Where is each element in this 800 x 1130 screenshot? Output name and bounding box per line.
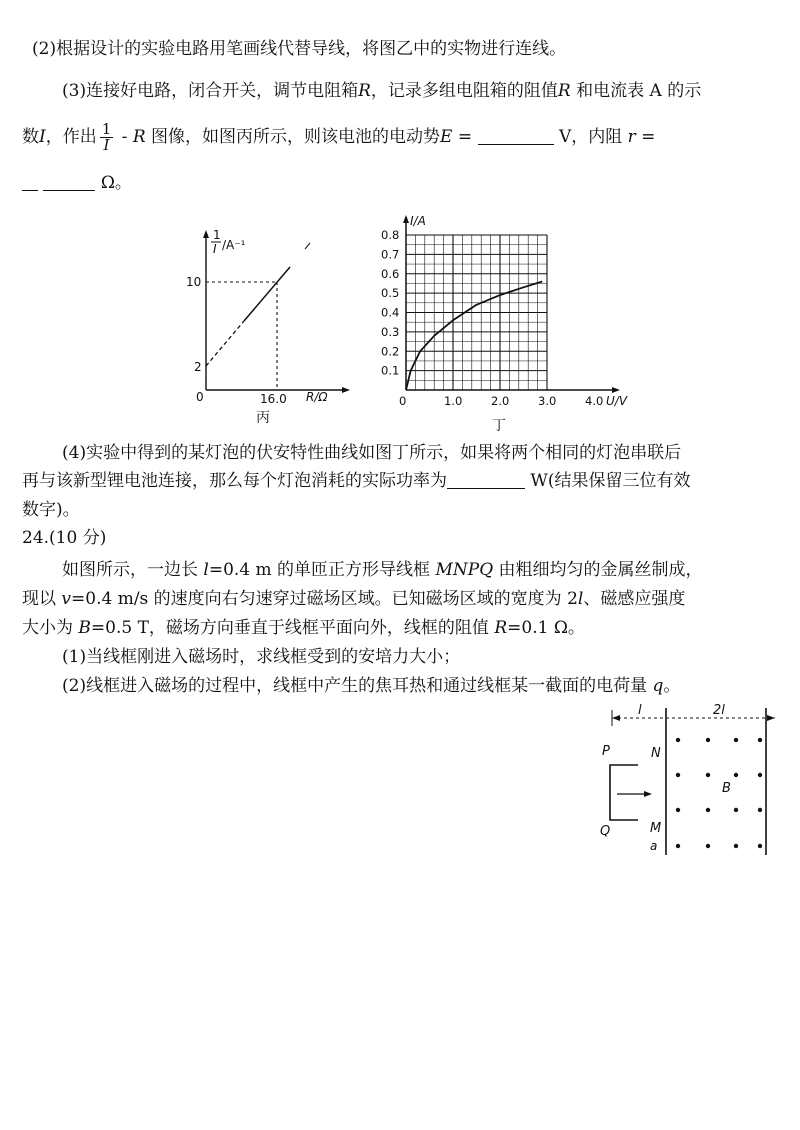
resistance-answer-blank-b[interactable] [43,172,95,191]
graph-bing-caption: 丙 [256,410,270,425]
graph-bing-line-tail [305,243,310,249]
graph-ding [378,208,640,438]
q2-text: (2)根据设计的实验电路用笔画线代替导线，将图乙中的实物进行连线。 [32,39,567,59]
graph-bing [180,225,355,425]
ding-x-arrow [612,387,620,393]
q4-line2: 再与该新型锂电池连接，那么每个灯泡消耗的实际功率为 W(结果保留三位有效 [22,471,691,491]
q24-header: 24.(10 分) [22,528,107,548]
field-dot [676,773,680,777]
field-dot [706,738,710,742]
field-dot [676,808,680,812]
q24-sub2: (2)线框进入磁场的过程中，线框中产生的焦耳热和通过线框某一截面的电荷量 q。 [62,676,681,696]
fig24-label-a: a [650,839,658,853]
q3-line2: 数I，作出 $\frac{1}{I}$ - R 图像，如图丙所示，则该电池的电动势E = V，内阻 r = [22,120,656,154]
field-dot [734,773,738,777]
ding-y-tick-label: 0.2 [381,344,400,359]
ding-y-tick-label: 0.1 [381,363,400,378]
q3-line1: (3)连接好电路，闭合开关，调节电阻箱R，记录多组电阻箱的阻值R 和电流表 A 的示 [62,81,702,101]
field-dot [706,844,710,848]
field-dot [676,738,680,742]
graph-bing-xlabel: R/Ω [306,390,328,404]
emf-answer-blank[interactable] [478,126,554,145]
graph-bing-x-arrow [342,387,350,393]
q24-sub1: (1)当线框刚进入磁场时，求线框受到的安培力大小； [62,647,461,667]
fig24-diagram [590,700,790,860]
graph-bing-ytick-10: 10 [186,275,202,289]
q24-para-line3: 大小为 B=0.5 T，磁场方向垂直于线框平面向外，线框的阻值 R=0.1 Ω。 [22,618,585,638]
ding-y-tick-label: 0.8 [381,228,400,242]
field-dot [676,844,680,848]
field-dot [706,808,710,812]
fig24-field-dots [676,738,762,848]
field-dot [706,773,710,777]
graph-bing-line [244,267,290,321]
resistance-answer-blank-a[interactable] [22,172,38,191]
ding-xlabel: U/V [606,394,628,408]
power-answer-blank[interactable] [447,470,525,489]
graph-bing-ylabel-num: 1 [213,228,221,242]
field-dot [758,738,762,742]
fig24-label-2l: 2l [713,703,725,718]
ding-x-tick-label: 1.0 [444,394,463,408]
ding-y-tick-label: 0.4 [381,305,400,320]
ding-y-tick-label: 0.6 [381,266,400,281]
q4-line3: 数字)。 [22,500,80,520]
ding-caption: 丁 [492,418,506,434]
ding-x-tick-label: 0 [399,394,407,408]
field-dot [758,773,762,777]
graph-bing-y-arrow [203,230,209,238]
graph-bing-xtick: 16.0 [260,392,287,406]
ding-ylabel: I/A [410,214,426,228]
ding-y-tick-label: 0.7 [381,247,400,262]
ding-iv-curve [406,282,542,391]
graph-bing-ylabel-den: I [213,242,217,256]
fig24-dim-arrow-left [612,715,620,721]
fig24-label-l: l [638,703,642,718]
ding-x-tick-label: 2.0 [491,394,510,408]
field-dot [758,808,762,812]
fig24-velocity-arrowhead [644,791,652,797]
one-over-i-fraction: $\frac{1}{I}$ [101,120,112,154]
graph-bing-ytick-2: 2 [194,360,202,374]
field-dot [734,844,738,848]
q4-line1: (4)实验中得到的某灯泡的伏安特性曲线如图丁所示，如果将两个相同的灯泡串联后 [62,443,682,463]
ding-y-arrow [403,215,409,223]
q3-line3: Ω。 [22,170,132,196]
field-dot [734,808,738,812]
ding-x-tick-label: 3.0 [538,394,557,408]
graph-bing-ylabel-unit: /A⁻¹ [222,238,246,252]
fig24-label-p: P [602,744,610,759]
fig24-label-q: Q [600,824,611,839]
ding-x-tick-label: 4.0 [585,394,604,408]
ding-y-tick-label: 0.3 [381,324,400,339]
graph-bing-line-extrapolated [206,321,244,366]
field-dot [758,844,762,848]
q24-para-line2: 现以 v=0.4 m/s 的速度向右匀速穿过磁场区域。已知磁场区域的宽度为 2l、磁感应强度 [22,589,686,609]
fig24-dim-arrow-right [767,715,775,721]
graph-bing-origin: 0 [196,390,204,404]
field-dot [734,738,738,742]
ding-y-tick-label: 0.5 [381,286,400,301]
fig24-label-n: N [651,746,661,761]
q24-para-line1: 如图所示，一边长 l=0.4 m 的单匝正方形导线框 MNPQ 由粗细均匀的金属丝制成， [62,560,703,580]
fig24-wire-frame [610,765,638,820]
fig24-label-m: M [650,821,662,836]
fig24-label-b: B [722,781,731,796]
